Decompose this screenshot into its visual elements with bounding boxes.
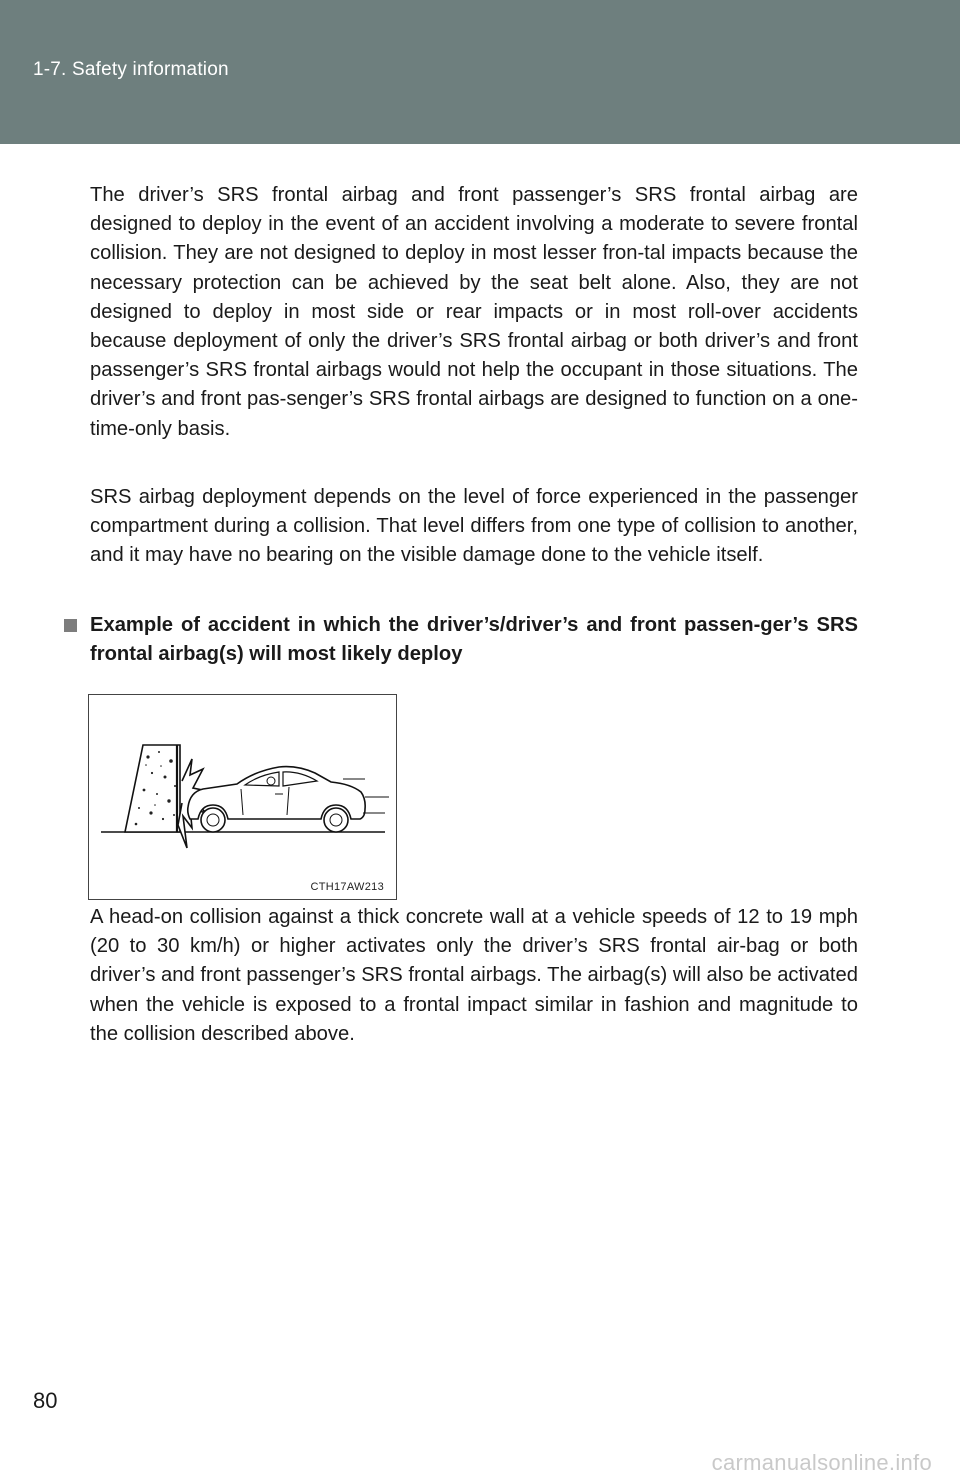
bullet-heading-text: Example of accident in which the driver’s/driver’s and front passen-ger’s SRS frontal airbag(s) will most likely deploy [90,614,858,666]
collision-figure [88,694,397,900]
paragraph-airbag-deployment: The driver’s SRS frontal airbag and front passenger’s SRS frontal airbag are designed to deploy in the event of an accident involving a moderate to severe frontal collision. They are not designed to deploy in most lesser fron-tal impacts because the necessary protection can be achieved by the seat belt alone. Also, they are not designed to deploy in most side or rear impacts or in most roll-over accidents because deployment of only the driver’s SRS frontal airbag or both driver’s and front passenger’s SRS frontal airbags would not help the occupant in those situations. The driver’s and front pas-senger’s SRS frontal airbags are designed to function on a one-time-only basis. [90,184,858,440]
section-title: 1-7. Safety information [33,59,229,80]
watermark[interactable]: carmanualsonline.info [711,1450,932,1475]
page-number: 80 [33,1388,58,1413]
header-band [0,0,960,144]
bullet-heading [64,611,858,669]
car-wall-collision-illustration [89,695,396,899]
paragraph-deployment-force: SRS airbag deployment depends on the level of force experienced in the passenger compartment during a collision. That level differs from one type of collision to another, and it may have no bearing on the visible damage done to the vehicle itself. [90,486,858,567]
paragraph-head-on-collision: A head-on collision against a thick concrete wall at a vehicle speeds of 12 to 19 mph (20 to 30 km/h) or higher activates only the driver’s SRS frontal air-bag or both driver’s and front passenger’s SRS frontal airbags. The airbag(s) will also be activated when the vehicle is exposed to a frontal impact similar in fashion and magnitude to the collision described above. [90,906,858,1045]
figure-code: CTH17AW213 [310,881,384,893]
square-bullet-icon [64,619,77,632]
